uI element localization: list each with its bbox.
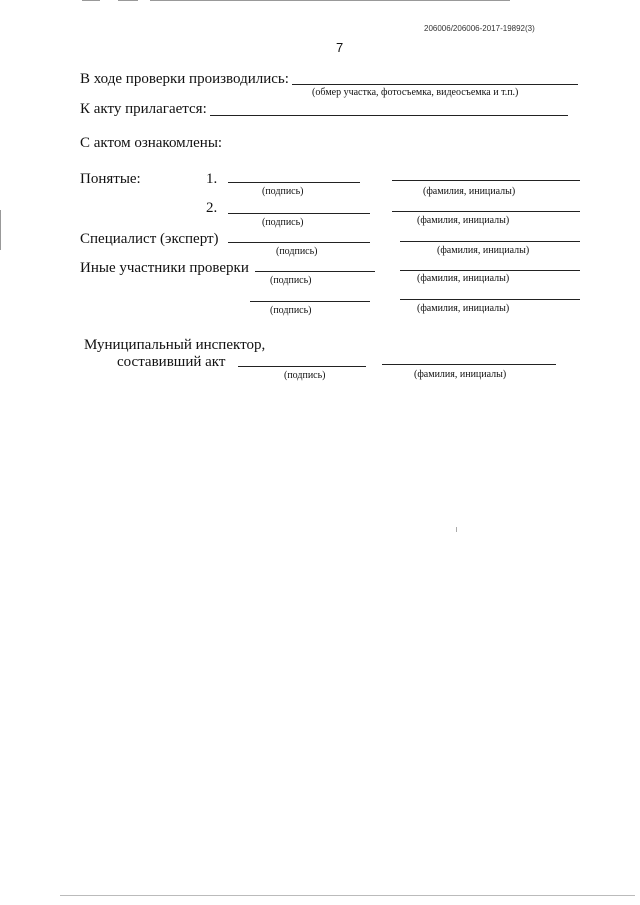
checks-fill-line (292, 84, 578, 85)
others-1-signature-line (255, 271, 375, 272)
others-2-signature-line (250, 301, 370, 302)
witness-2-signature-line (228, 213, 370, 214)
checks-hint: (обмер участка, фотосъемка, видеосъемка и т.п.) (312, 87, 519, 98)
others-2-name-line (400, 299, 580, 300)
witness-2-signature-caption: (подпись) (262, 217, 304, 228)
others-1-signature-caption: (подпись) (270, 275, 312, 286)
scan-edge-mark (82, 0, 100, 1)
witness-1-signature-line (228, 182, 360, 183)
others-label: Иные участники проверки (80, 260, 249, 276)
inspector-signature-caption: (подпись) (284, 370, 326, 381)
others-1-name-caption: (фамилия, инициалы) (417, 273, 510, 284)
page-number: 7 (336, 40, 344, 55)
scan-speck (456, 527, 457, 532)
specialist-signature-line (228, 242, 370, 243)
scan-edge-mark (60, 895, 635, 896)
document-code: 206006/206006-2017-19892(3) (424, 24, 535, 33)
others-2-name-caption: (фамилия, инициалы) (417, 303, 510, 314)
others-1-name-line (400, 270, 580, 271)
witness-1-number: 1. (206, 171, 218, 187)
attached-label: К акту прилагается: (80, 101, 207, 117)
specialist-name-line (400, 241, 580, 242)
witness-1-name-caption: (фамилия, инициалы) (423, 186, 516, 197)
inspector-title-line2: составивший акт (117, 354, 226, 370)
scan-edge-mark (150, 0, 510, 1)
scan-edge-mark (118, 0, 138, 1)
inspector-name-caption: (фамилия, инициалы) (414, 369, 507, 380)
specialist-name-caption: (фамилия, инициалы) (437, 245, 530, 256)
specialist-label: Специалист (эксперт) (80, 231, 219, 247)
checks-label: В ходе проверки производились: (80, 71, 289, 87)
others-2-signature-caption: (подпись) (270, 305, 312, 316)
witness-2-name-caption: (фамилия, инициалы) (417, 215, 510, 226)
witness-2-name-line (392, 211, 580, 212)
scan-edge-mark (0, 210, 1, 250)
witness-1-signature-caption: (подпись) (262, 186, 304, 197)
witness-2-number: 2. (206, 200, 218, 216)
specialist-signature-caption: (подпись) (276, 246, 318, 257)
witness-1-name-line (392, 180, 580, 181)
attached-fill-line (210, 115, 568, 116)
acquainted-label: С актом ознакомлены: (80, 135, 223, 151)
inspector-title-line1: Муниципальный инспектор, (84, 337, 266, 353)
witnesses-label: Понятые: (80, 171, 141, 187)
inspector-name-line (382, 364, 556, 365)
inspector-signature-line (238, 366, 366, 367)
